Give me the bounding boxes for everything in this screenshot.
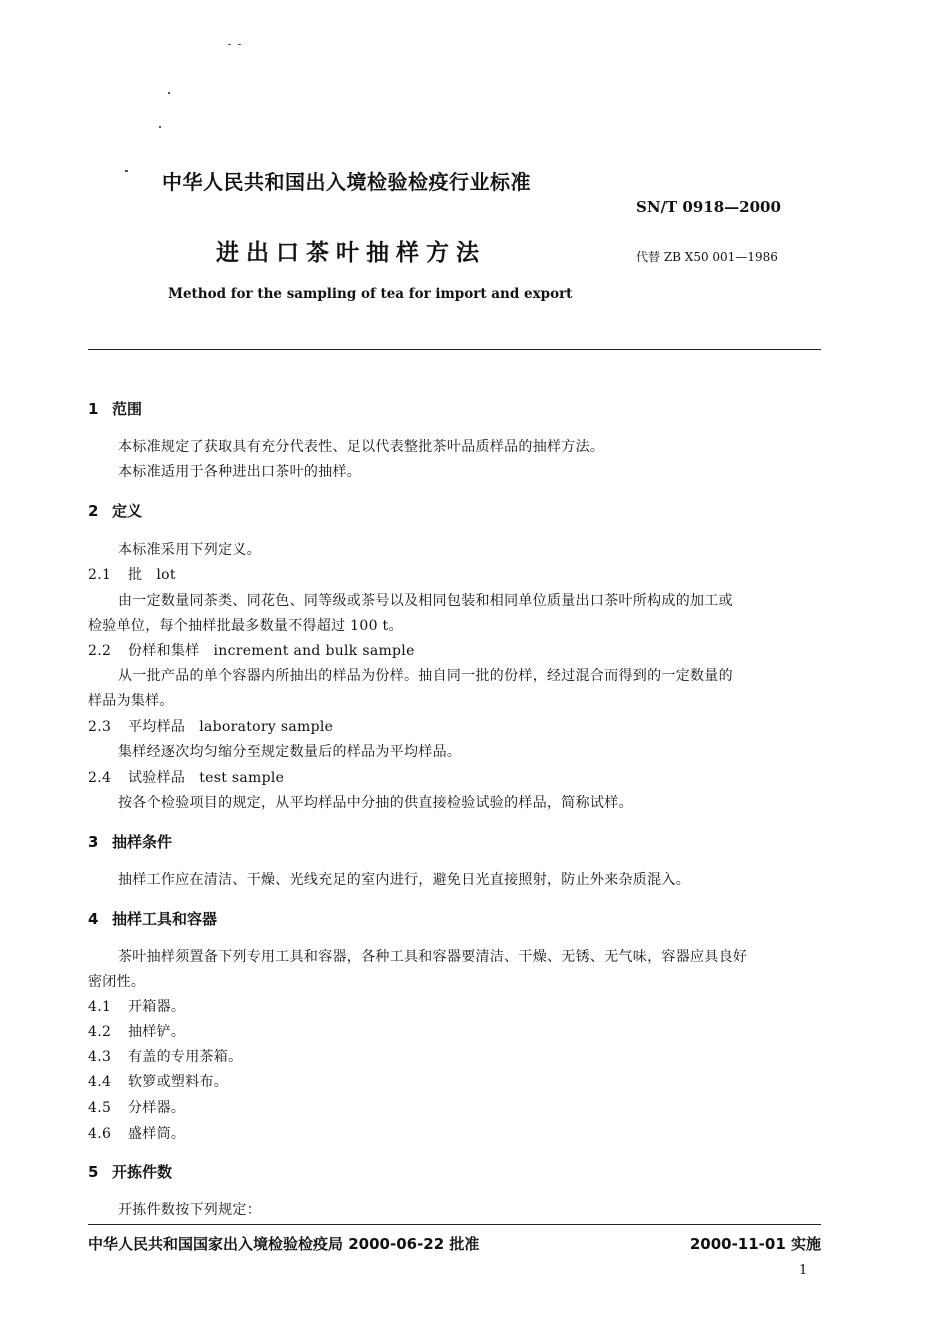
paragraph: 本标准规定了获取具有充分代表性、足以代表整批茶叶品质样品的抽样方法。 [118,439,605,455]
clause-number: 2.3 [88,719,112,735]
paragraph: 密闭性。 [88,974,146,990]
paragraph: 茶叶抽样须置备下列专用工具和容器，各种工具和容器要清洁、干燥、无锈、无气味，容器应具良好 [118,949,748,965]
paragraph: 检验单位，每个抽样批最多数量不得超过 100 t。 [88,618,403,634]
section-number: 4 [88,910,99,928]
section-title: 抽样条件 [112,833,173,851]
paragraph: 样品为集样。 [88,693,174,709]
approval-line: 中华人民共和国国家出入境检验检疫局 2000-06-22 批准 [88,1235,480,1253]
paragraph: 按各个检验项目的规定，从平均样品中分抽的供直接检验试验的样品，简称试样。 [118,795,633,811]
section-title: 范围 [112,400,143,418]
section-number: 1 [88,400,99,418]
definition-term: 份样和集样 [128,643,200,659]
scan-speck [238,44,241,45]
list-item-text: 软箩或塑料布。 [128,1074,229,1090]
header-rule [88,349,821,350]
clause-number: 4.2 [88,1024,112,1040]
section-title: 定义 [112,502,143,520]
paragraph: 集样经逐次均匀缩分至规定数量后的样品为平均样品。 [118,744,462,760]
section-number: 2 [88,502,99,520]
definition-2-3-heading [88,716,333,736]
scan-speck [125,170,128,172]
clause-number: 4.5 [88,1100,112,1116]
document-title-cn: 进出口茶叶抽样方法 [216,240,486,266]
replaces-note: 代替 ZB X50 001—1986 [636,250,778,264]
clause-number: 4.3 [88,1049,112,1065]
clause-number: 2.4 [88,770,112,786]
list-item-text: 分样器。 [128,1100,186,1116]
definition-term: 平均样品 [128,719,186,735]
definition-term-en: lot [156,567,176,583]
definition-term: 批 [128,567,143,583]
clause-number: 2.2 [88,643,112,659]
paragraph: 本标准适用于各种进出口茶叶的抽样。 [118,464,362,480]
clause-number: 4.6 [88,1126,112,1142]
section-number: 5 [88,1163,99,1181]
definition-term-en: increment and bulk sample [213,643,415,659]
document-title-en: Method for the sampling of tea for import and export [168,286,573,302]
section-title: 开拣件数 [112,1163,173,1181]
scan-speck [168,92,170,94]
paragraph: 从一批产品的单个容器内所抽出的样品为份样。抽自同一批的份样，经过混合而得到的一定数量的 [118,668,733,684]
standard-code: SN/T 0918—2000 [636,198,781,216]
footer-rule [88,1224,821,1225]
paragraph: 本标准采用下列定义。 [118,542,261,558]
paragraph: 抽样工作应在清洁、干燥、光线充足的室内进行，避免日光直接照射，防止外来杂质混入。 [118,872,690,888]
industry-standard-title: 中华人民共和国出入境检验检疫行业标准 [162,170,531,194]
clause-number: 4.4 [88,1074,112,1090]
list-item [88,1021,185,1041]
section-number: 3 [88,833,99,851]
list-item [88,996,185,1016]
list-item [88,1071,228,1091]
list-item [88,1123,185,1143]
list-item [88,1097,185,1117]
scan-speck [228,44,231,45]
definition-term-en: test sample [199,770,285,786]
section-2-heading [88,500,142,521]
section-1-heading [88,398,142,419]
list-item-text: 抽样铲。 [128,1024,186,1040]
definition-2-4-heading [88,767,284,787]
definition-2-1-heading [88,564,176,584]
implementation-date: 2000-11-01 实施 [689,1235,821,1253]
definition-2-2-heading [88,640,415,660]
section-3-heading [88,831,172,852]
list-item [88,1046,242,1066]
paragraph: 由一定数量同茶类、同花色、同等级或茶号以及相同包装和相同单位质量出口茶叶所构成的加工或 [118,593,733,609]
paragraph: 开拣件数按下列规定： [118,1202,261,1218]
definition-term-en: laboratory sample [199,719,334,735]
definition-term: 试验样品 [128,770,186,786]
page-number: 1 [799,1263,808,1278]
list-item-text: 盛样筒。 [128,1126,186,1142]
clause-number: 2.1 [88,567,112,583]
list-item-text: 开箱器。 [128,999,186,1015]
section-5-heading [88,1161,172,1182]
scan-speck [159,126,161,128]
list-item-text: 有盖的专用茶箱。 [128,1049,243,1065]
section-title: 抽样工具和容器 [112,910,218,928]
clause-number: 4.1 [88,999,112,1015]
section-4-heading [88,908,217,929]
